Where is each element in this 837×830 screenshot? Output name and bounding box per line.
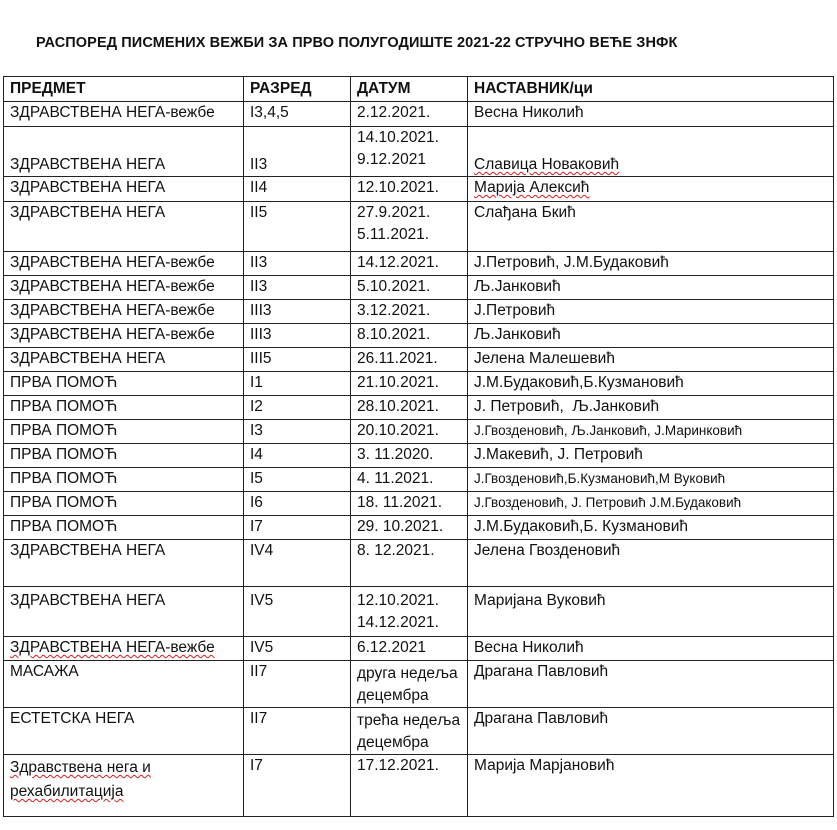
teacher-cell: Ј.Гвозденовић, Љ.Јанковић, Ј.Маринковић xyxy=(468,420,834,444)
table-row xyxy=(4,708,834,755)
subject-cell: ЗДРАВСТВЕНА НЕГА-вежбе xyxy=(4,300,244,324)
grade-cell: I7 xyxy=(244,516,351,540)
table-row xyxy=(4,372,834,396)
teacher-cell: Ј.М.Будаковић,Б.Кузмановић xyxy=(468,372,834,396)
table-row xyxy=(4,102,834,127)
date-cell: трећа недеља децембра xyxy=(351,708,468,755)
date-cell: 2.12.2021. xyxy=(351,102,468,127)
teacher-cell: Маријана Вуковић xyxy=(468,587,834,637)
page-title: РАСПОРЕД ПИСМЕНИХ ВЕЖБИ ЗА ПРВО ПОЛУГОДИШТЕ 2021-22 СТРУЧНО ВЕЋЕ ЗНФК xyxy=(36,35,678,51)
subject-cell: ПРВА ПОМОЋ xyxy=(4,372,244,396)
grade-cell: I1 xyxy=(244,372,351,396)
subject-cell: Здравствена нега и рехабилитација xyxy=(4,755,244,817)
subject-cell: ПРВА ПОМОЋ xyxy=(4,468,244,492)
header-date: ДАТУМ xyxy=(351,77,468,102)
grade-cell: I2 xyxy=(244,396,351,420)
teacher-cell: Ј.Петровић xyxy=(468,300,834,324)
grade-cell: II5 xyxy=(244,202,351,252)
subject-cell: ПРВА ПОМОЋ xyxy=(4,444,244,468)
table-row xyxy=(4,444,834,468)
header-teacher: НАСТАВНИК/ци xyxy=(468,77,834,102)
grade-cell: II4 xyxy=(244,177,351,202)
teacher-cell: Весна Николић xyxy=(468,637,834,661)
date-cell: 29. 10.2021. xyxy=(351,516,468,540)
date-cell: 20.10.2021. xyxy=(351,420,468,444)
teacher-cell: Ј.Гвозденовић, Ј. Петровић Ј.М.Будаковић xyxy=(468,492,834,516)
grade-cell: III3 xyxy=(244,324,351,348)
grade-cell: IV4 xyxy=(244,540,351,587)
subject-cell: ЗДРАВСТВЕНА НЕГА xyxy=(4,540,244,587)
subject-cell: ЗДРАВСТВЕНА НЕГА xyxy=(4,177,244,202)
table-row xyxy=(4,324,834,348)
grade-cell: III3 xyxy=(244,300,351,324)
date-cell: 21.10.2021. xyxy=(351,372,468,396)
schedule-table xyxy=(3,76,834,817)
teacher-cell: Јелена Малешевић xyxy=(468,348,834,372)
table-row xyxy=(4,396,834,420)
grade-cell: II7 xyxy=(244,661,351,708)
subject-cell: ЗДРАВСТВЕНА НЕГА-вежбе xyxy=(4,276,244,300)
teacher-cell: Јелена Гвозденовић xyxy=(468,540,834,587)
grade-cell: IV5 xyxy=(244,587,351,637)
table-row xyxy=(4,276,834,300)
table-row xyxy=(4,492,834,516)
subject-cell: ЗДРАВСТВЕНА НЕГА xyxy=(4,348,244,372)
subject-cell: ПРВА ПОМОЋ xyxy=(4,516,244,540)
table-row xyxy=(4,755,834,817)
table-row xyxy=(4,202,834,252)
table-row xyxy=(4,300,834,324)
header-grade: РАЗРЕД xyxy=(244,77,351,102)
grade-cell: I5 xyxy=(244,468,351,492)
teacher-cell: Ј.М.Будаковић,Б. Кузмановић xyxy=(468,516,834,540)
subject-cell: МАСАЖА xyxy=(4,661,244,708)
date-cell: 12.10.2021. 14.12.2021. xyxy=(351,587,468,637)
subject-cell: ПРВА ПОМОЋ xyxy=(4,420,244,444)
table-row xyxy=(4,177,834,202)
teacher-cell: Марија Алексић xyxy=(468,177,834,202)
teacher-cell: Слађана Бкић xyxy=(468,202,834,252)
table-row xyxy=(4,252,834,276)
date-cell: 3. 11.2020. xyxy=(351,444,468,468)
subject-cell: ПРВА ПОМОЋ xyxy=(4,492,244,516)
subject-cell: ЗДРАВСТВЕНА НЕГА-вежбе xyxy=(4,324,244,348)
teacher-cell: Ј.Макевић, Ј. Петровић xyxy=(468,444,834,468)
grade-cell: II3 xyxy=(244,127,351,177)
table-row xyxy=(4,516,834,540)
date-cell: 5.10.2021. xyxy=(351,276,468,300)
date-cell: 8. 12.2021. xyxy=(351,540,468,587)
table-row xyxy=(4,587,834,637)
subject-cell: ЗДРАВСТВЕНА НЕГА xyxy=(4,587,244,637)
teacher-cell: Ј. Петровић, Љ.Јанковић xyxy=(468,396,834,420)
table-row xyxy=(4,661,834,708)
grade-cell: II3 xyxy=(244,276,351,300)
teacher-cell: Ј.Гвозденовић,Б.Кузмановић,М Вуковић xyxy=(468,468,834,492)
subject-cell: ПРВА ПОМОЋ xyxy=(4,396,244,420)
grade-cell: II3 xyxy=(244,252,351,276)
date-cell: 18. 11.2021. xyxy=(351,492,468,516)
teacher-cell: Весна Николић xyxy=(468,102,834,127)
header-subject: ПРЕДМЕТ xyxy=(4,77,244,102)
grade-cell: III5 xyxy=(244,348,351,372)
date-cell: 4. 11.2021. xyxy=(351,468,468,492)
subject-cell: ЗДРАВСТВЕНА НЕГА xyxy=(4,202,244,252)
grade-cell: I4 xyxy=(244,444,351,468)
teacher-cell: Марија Марјановић xyxy=(468,755,834,817)
teacher-cell: Ј.Петровић, Ј.М.Будаковић xyxy=(468,252,834,276)
subject-cell: ЗДРАВСТВЕНА НЕГА-вежбе xyxy=(4,637,244,661)
table-row xyxy=(4,468,834,492)
grade-cell: I3,4,5 xyxy=(244,102,351,127)
teacher-cell: Љ.Јанковић xyxy=(468,324,834,348)
date-cell: 12.10.2021. xyxy=(351,177,468,202)
date-cell: 26.11.2021. xyxy=(351,348,468,372)
subject-cell: ЗДРАВСТВЕНА НЕГА-вежбе xyxy=(4,252,244,276)
date-cell: 6.12.2021 xyxy=(351,637,468,661)
grade-cell: I3 xyxy=(244,420,351,444)
teacher-cell: Драгана Павловић xyxy=(468,661,834,708)
subject-cell: ЗДРАВСТВЕНА НЕГА xyxy=(4,127,244,177)
date-cell: 27.9.2021. 5.11.2021. xyxy=(351,202,468,252)
date-cell: 14.10.2021. 9.12.2021 xyxy=(351,127,468,177)
date-cell: 3.12.2021. xyxy=(351,300,468,324)
teacher-cell: Драгана Павловић xyxy=(468,708,834,755)
grade-cell: I6 xyxy=(244,492,351,516)
grade-cell: I7 xyxy=(244,755,351,817)
grade-cell: IV5 xyxy=(244,637,351,661)
date-cell: 28.10.2021. xyxy=(351,396,468,420)
date-cell: 17.12.2021. xyxy=(351,755,468,817)
teacher-cell: Љ.Јанковић xyxy=(468,276,834,300)
grade-cell: II7 xyxy=(244,708,351,755)
date-cell: 8.10.2021. xyxy=(351,324,468,348)
header-row xyxy=(4,77,834,102)
date-cell: 14.12.2021. xyxy=(351,252,468,276)
subject-cell: ЕСТЕТСКА НЕГА xyxy=(4,708,244,755)
subject-cell: ЗДРАВСТВЕНА НЕГА-вежбе xyxy=(4,102,244,127)
table-row xyxy=(4,420,834,444)
table-row xyxy=(4,540,834,587)
table-row xyxy=(4,127,834,177)
date-cell: друга недеља децембра xyxy=(351,661,468,708)
table-row xyxy=(4,348,834,372)
teacher-cell: Славица Новаковић xyxy=(468,127,834,177)
table-row xyxy=(4,637,834,661)
